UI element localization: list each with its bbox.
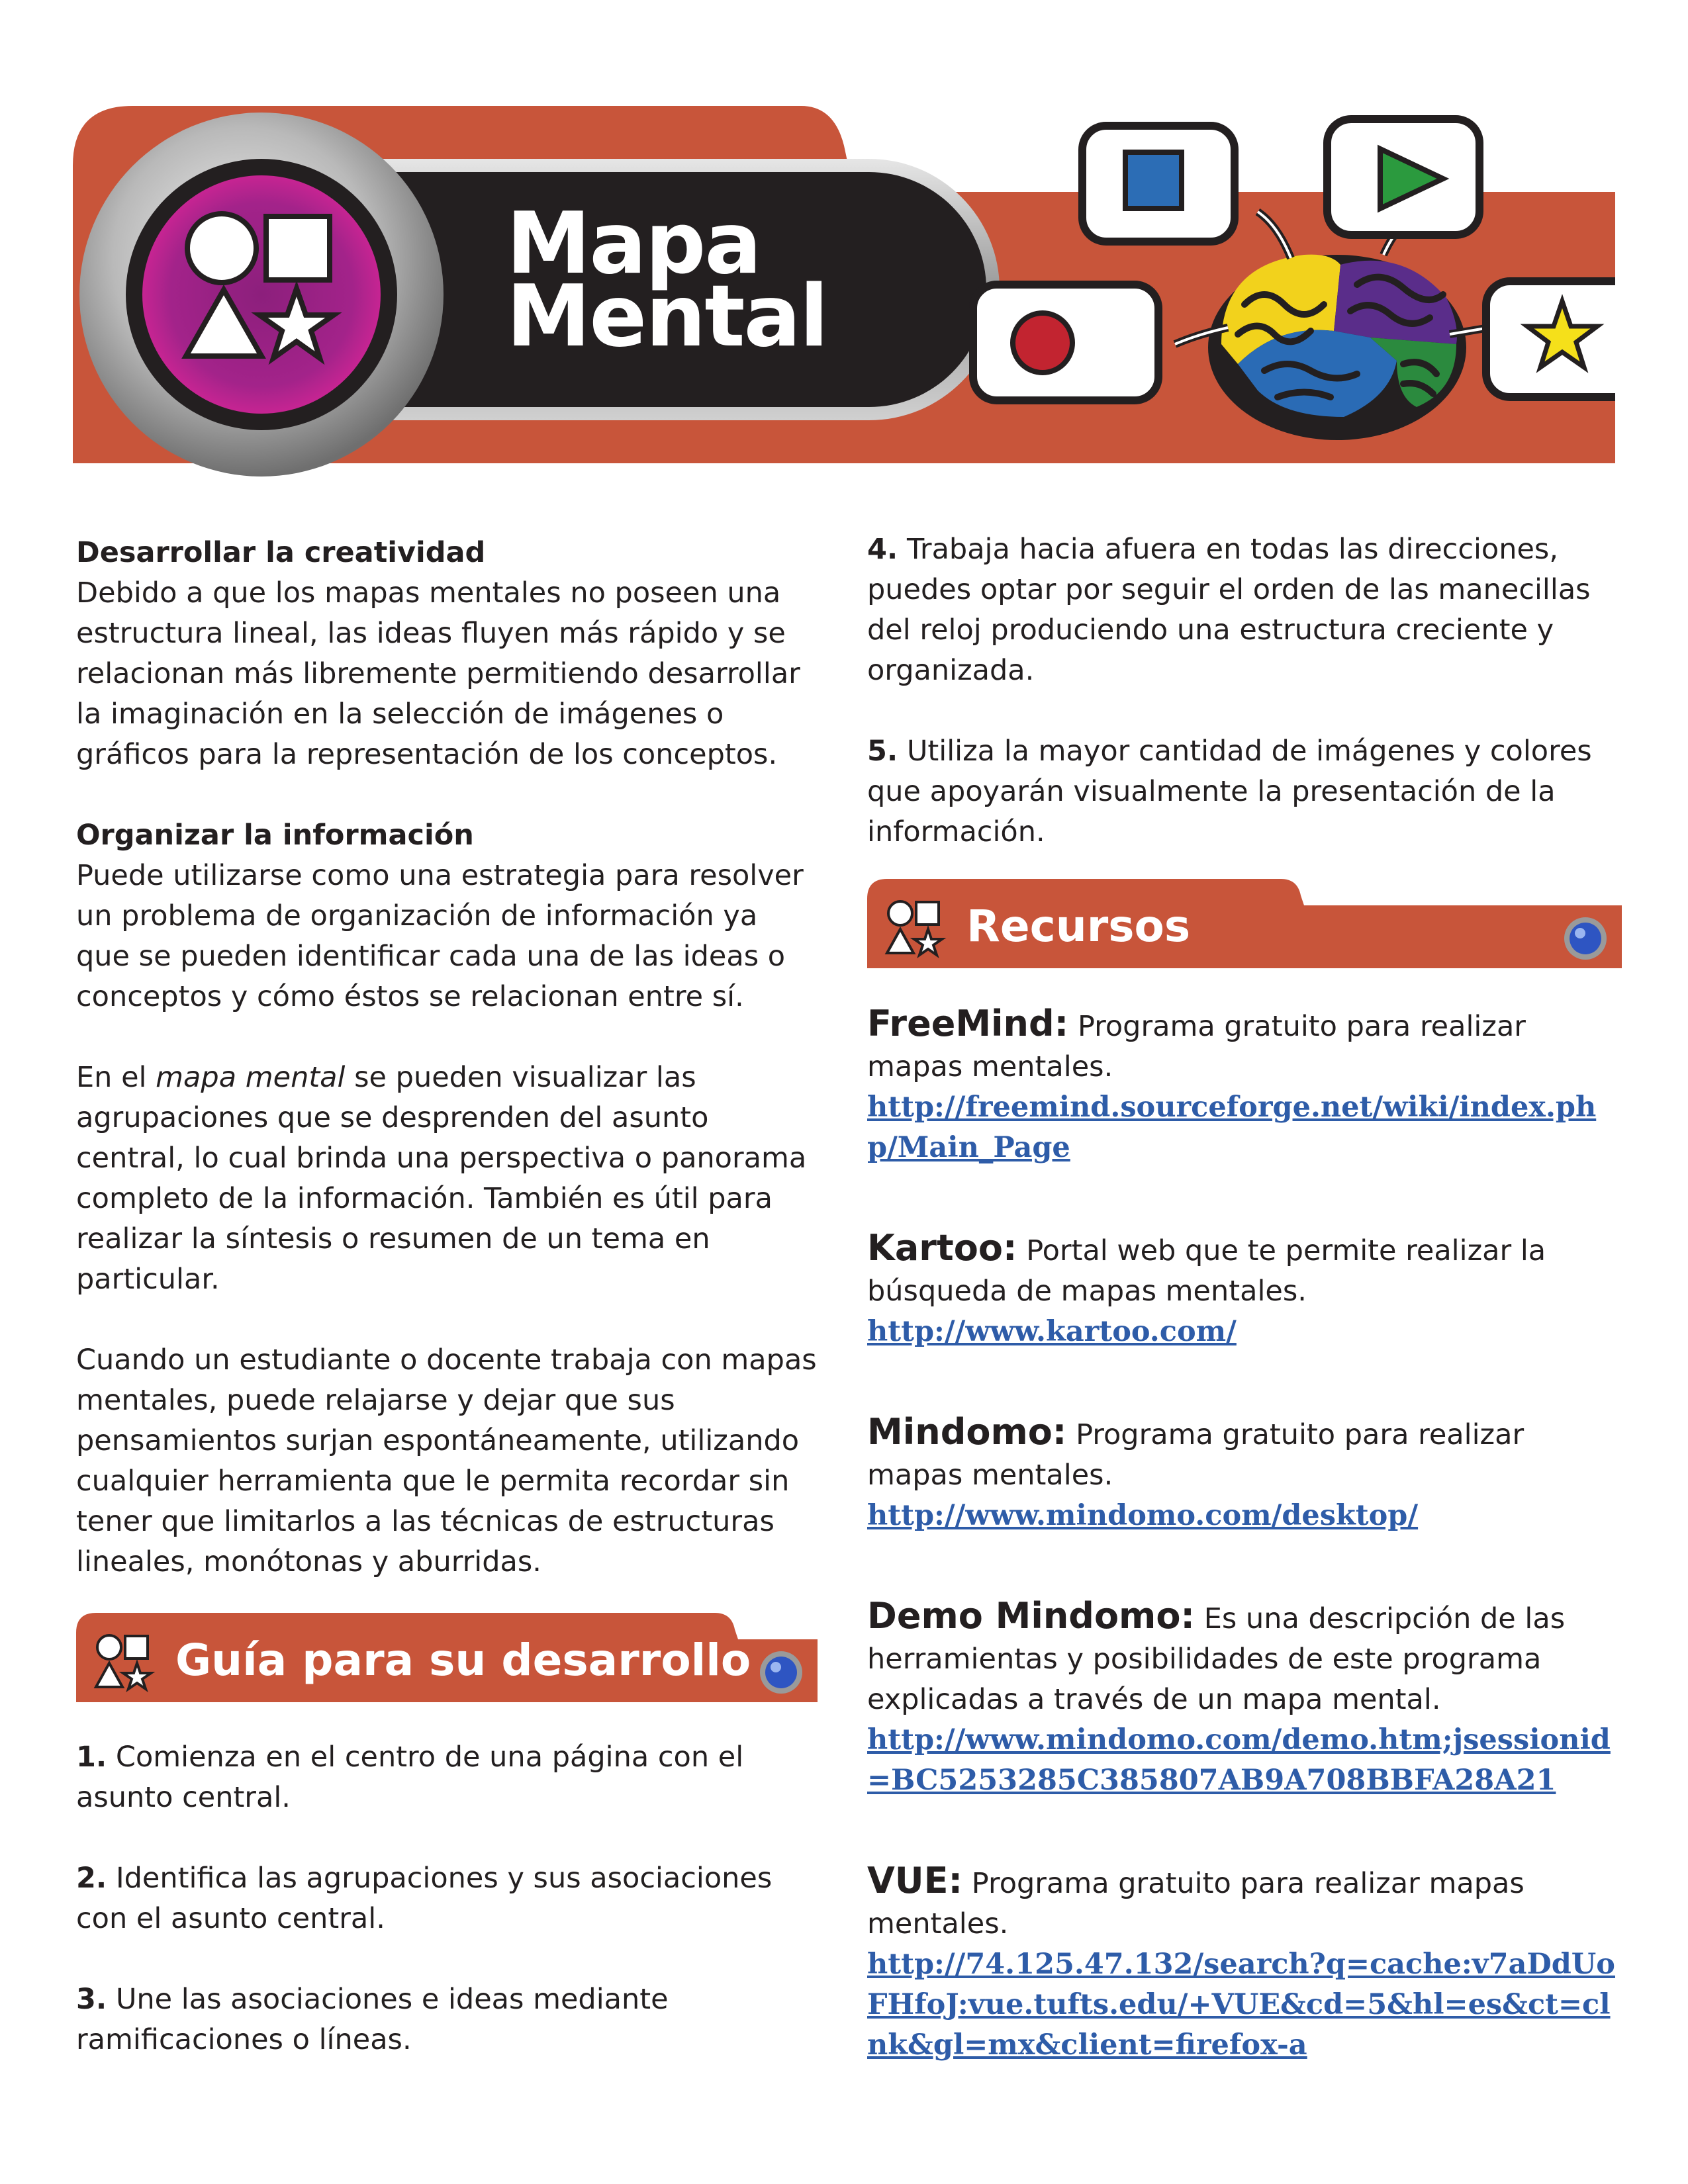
guide-title: Guía para su desarrollo [175,1635,751,1686]
heading-organize: Organizar la información [76,819,474,852]
step-2 [76,1858,818,1939]
resource-name: VUE: [867,1860,963,1901]
step-number: 2. [76,1862,107,1895]
paragraph-organize [76,815,818,1017]
step-number: 4. [867,533,898,566]
right-column [867,529,1622,2066]
paragraph-visualize [76,1058,818,1300]
resource-desc: Programa gratuito para realizar mapas mentales. [867,1010,1526,1083]
red-circle-icon [1013,313,1072,373]
green-triangle-callout [1327,119,1479,235]
body-visualize-pre: En el [76,1061,156,1094]
resource-link[interactable]: http://www.kartoo.com/ [867,1315,1237,1348]
resource-name: FreeMind: [867,1003,1069,1044]
title-line-2: Mental [506,267,827,366]
paragraph-student: Cuando un estudiante o docente trabaja con mapas mentales, puede relajarse y dejar que sus pensamientos surjan espontáneamente, utilizando cualquier herramienta que le permita recordar sin tener que limitarlos a las técnicas de estructuras lineales, monótonas y aburridas. [76,1343,817,1578]
resource-name: Mindomo: [867,1411,1067,1453]
left-column [76,533,818,2060]
resource-vue [867,1860,1622,2066]
step-4 [867,529,1622,691]
step-text: Trabaja hacia afuera en todas las direcciones, puedes optar por seguir el orden de las manecillas del reloj produciendo una estructura creciente y organizada. [867,533,1591,687]
step-3 [76,1979,818,2060]
bullet-sphere-icon [760,1651,802,1694]
step-5 [867,731,1622,852]
step-text: Une las asociaciones e ideas mediante ramificaciones o líneas. [76,1983,669,2056]
yellow-star-callout [1486,281,1615,397]
resource-desc: Programa gratuito para realizar mapas mentales. [867,1418,1524,1492]
resource-link[interactable]: http://74.125.47.132/search?q=cache:v7aDdUoFHfoJ:vue.tufts.edu/+VUE&cd=5&hl=es&ct=clnk&gl=mx&client=firefox-a [867,1948,1615,2062]
blue-square-icon [1125,152,1182,208]
step-1 [76,1737,818,1818]
bullet-sphere-icon [1564,917,1607,960]
guide-banner [76,1613,818,1712]
resource-name: Kartoo: [867,1227,1017,1269]
red-circle-callout [973,285,1158,400]
resource-kartoo [867,1228,1622,1352]
paragraph-creativity [76,533,818,775]
resources-title: Recursos [966,901,1191,952]
title-line-1: Mapa [506,195,761,293]
step-text: Utiliza la mayor cantidad de imágenes y colores que apoyarán visualmente la presentación de la información. [867,735,1592,848]
resource-freemind [867,1003,1622,1168]
step-number: 1. [76,1741,107,1774]
resource-name: Demo Mindomo: [867,1595,1196,1637]
resource-mindomo [867,1412,1622,1536]
step-text: Identifica las agrupaciones y sus asociaciones con el asunto central. [76,1862,773,1935]
resource-desc: Portal web que te permite realizar la búsqueda de mapas mentales. [867,1234,1546,1308]
resource-link[interactable]: http://www.mindomo.com/desktop/ [867,1499,1419,1532]
resource-link[interactable]: http://freemind.sourceforge.net/wiki/index.php/Main_Page [867,1091,1597,1164]
resources-banner [867,879,1622,978]
body-visualize-em: mapa mental [156,1061,346,1094]
body-creativity: Debido a que los mapas mentales no poseen una estructura lineal, las ideas fluyen más rápido y se relacionan más libremente permitiendo desarrollar la imaginación en la selección de imágenes o gráficos para la representación de los conceptos. [76,576,800,771]
step-number: 3. [76,1983,107,2016]
step-text: Comienza en el centro de una página con el asunto central. [76,1741,744,1814]
resource-link[interactable]: http://www.mindomo.com/demo.htm;jsessionid=BC5253285C385807AB9A708BBFA28A21 [867,1723,1611,1797]
step-number: 5. [867,735,898,768]
resource-demo-mindomo [867,1596,1622,1801]
resource-desc: Programa gratuito para realizar mapas mentales. [867,1867,1524,1940]
body-organize: Puede utilizarse como una estrategia para resolver un problema de organización de información ya que se pueden identificar cada una de las ideas o conceptos y cómo éstos se relacionan entre sí. [76,859,804,1013]
blue-square-callout [1082,126,1235,242]
heading-creativity: Desarrollar la creatividad [76,536,486,569]
header-banner [73,106,1615,477]
resource-desc: Es una descripción de las herramientas y posibilidades de este programa explicadas a través de un mapa mental. [867,1602,1566,1716]
body-visualize-post: se pueden visualizar las agrupaciones que se desprenden del asunto central, lo cual brinda una perspectiva o panorama completo de la información. También es útil para realizar la síntesis o resumen de un tema en particular. [76,1061,807,1296]
